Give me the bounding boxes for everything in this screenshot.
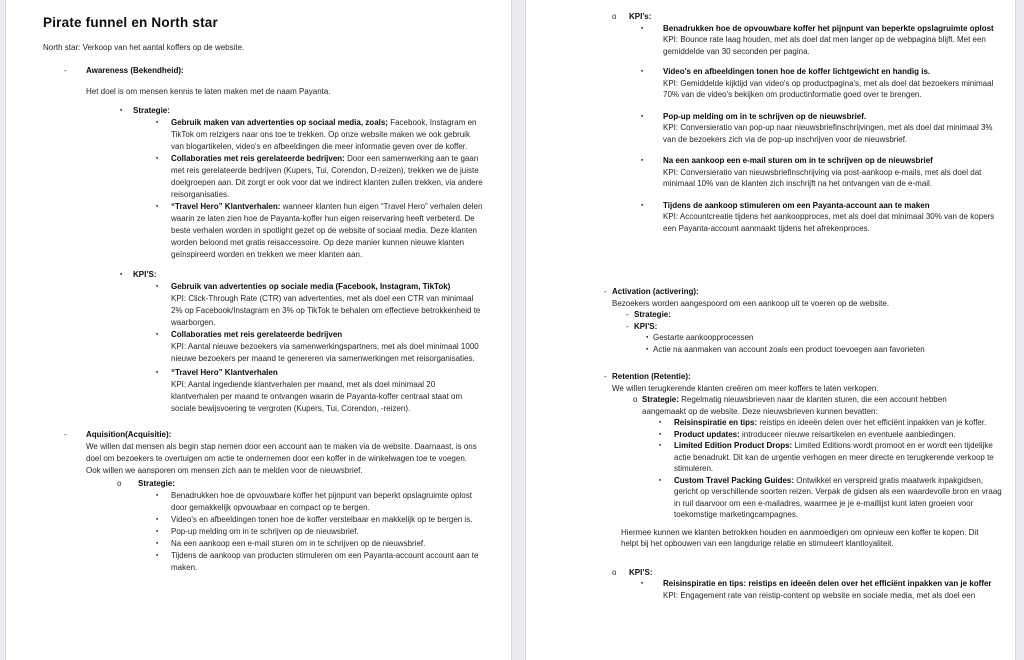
- text-run: Limited Edition Product Drops:: [674, 441, 793, 450]
- kpi-item: [526, 200, 1015, 235]
- text-run: Pop-up melding om in te schrijven op de nieuwsbrief.: [171, 527, 359, 536]
- bullet-marker: -: [604, 287, 607, 296]
- aquisition-strategie-heading: [6, 478, 511, 490]
- text-run: KPI: Accountcreatie tijdens het aankoopproces, met als doel dat minimaal 30% van de kopers een Payanta-account aanmaakt tijdens het afrekenproces.: [663, 212, 995, 233]
- kpi-item: [526, 578, 1015, 601]
- aquisition-kpis-heading: [526, 11, 1015, 23]
- bullet-marker: ▪: [641, 580, 644, 587]
- bullet-marker: ▪: [120, 107, 123, 114]
- activation-strategie-heading: [526, 309, 1015, 321]
- text-run: Video's en afbeeldingen tonen hoe de koffer lichtgewicht en handig is.: [663, 67, 931, 76]
- text-run: Video's en afbeeldingen tonen hoe de koffer verstelbaar en makkelijk op te bergen is.: [171, 515, 473, 524]
- list-item: [526, 332, 1015, 344]
- bullet-marker: ▪: [156, 283, 159, 290]
- bullet-marker: -: [64, 66, 67, 75]
- text-run: Hiermee kunnen we klanten betrokken houden en aanmoedigen om opnieuw een koffer te kopen. Dit helpt bij het opbouwen van een langdurige relatie en stimuleert klantloyaliteit.: [621, 527, 979, 548]
- north-star-line: [6, 42, 511, 54]
- section-aquisition-heading: [6, 429, 511, 477]
- bullet-marker: ▪: [641, 201, 644, 209]
- text-run: KPI'S:: [634, 321, 658, 331]
- bullet-marker: ▪: [646, 334, 649, 341]
- text-run: KPI: Conversieratio van pop-up naar nieuwsbriefinschrijvingen, met als doel dat minimaal 3% van de bezoekers zich via de pop-up inschrijven voor de nieuwsbrief.: [663, 123, 993, 144]
- text-run: KPI: Conversieratio van nieuwsbriefinschrijving via post-aankoop e-mails, met als doel dat minimaal 10% van de klanten zich inschrijft na het ontvangen van de e-mail.: [663, 167, 982, 188]
- section-retention-heading: [526, 371, 1015, 394]
- text-run: Bezoekers worden aangespoord om een aankoop uit te voeren op de website.: [612, 298, 890, 308]
- text-run: Strategie:: [634, 310, 671, 319]
- list-item: [526, 429, 1015, 441]
- list-item: [526, 475, 1015, 521]
- bullet-marker: ▪: [156, 119, 159, 126]
- bullet-marker: ▪: [156, 492, 159, 499]
- text-run: Collaboraties met reis gerelateerde bedrijven:: [171, 154, 345, 163]
- text-run: Pop-up melding om in te schrijven op de nieuwsbrief.: [663, 111, 867, 121]
- text-run: wanneer klanten hun eigen “Travel Hero” verhalen delen waarin ze laten zien hoe de Payanta-koffer hun eigen reiservaring heeft verbeterd. De beste verhalen worden in spotlight gezet op de website of sociaal media. Deze klanten worden beloond met gratis reisaccessoire. Op deze manier kunnen nieuwe klanten geïnspireerd worden en trekken we meer klanten aan.: [171, 202, 483, 259]
- bullet-marker: -: [64, 430, 67, 439]
- text-run: KPI: Click-Through Rate (CTR) van advertenties, met als doel een CTR van minimaal 2% op Facebook/Instagram en 3% op TikTok te behalen om effectieve betrokkenheid te waarborgen.: [171, 294, 481, 327]
- bullet-marker: ▪: [156, 155, 159, 162]
- kpi-item: [6, 329, 511, 365]
- bullet-marker: ▪: [156, 331, 159, 338]
- text-run: Gebruik maken van advertenties op sociaal media, zoals;: [171, 118, 388, 127]
- kpi-item: [526, 23, 1015, 58]
- bullet-marker: ▪: [156, 369, 159, 376]
- text-run: introduceer nieuwe reisartikelen en eventuele aanbiedingen.: [739, 429, 956, 439]
- bullet-marker: ▪: [659, 442, 662, 449]
- text-run: KPI: Aantal ingediende klantverhalen per maand, met als doel minimaal 20 klantverhalen per maand te ontvangen waarin de Payanta-koffer centraal staat om sociale bewijsvoering te vergroten (Kupers, Tui, Corendon, -reizen).: [171, 380, 463, 413]
- text-run: Retention (Retentie):: [612, 372, 691, 381]
- page-1: [5, 0, 512, 660]
- bullet-marker: -: [626, 321, 629, 331]
- list-item: [6, 526, 511, 538]
- bullet-marker: -: [604, 372, 607, 381]
- document-title: [6, 14, 511, 32]
- list-item: [6, 514, 511, 526]
- section-activation-heading: [526, 286, 1015, 309]
- retention-summary: [526, 527, 1015, 550]
- list-item: [526, 417, 1015, 429]
- text-run: Collaboraties met reis gerelateerde bedrijven: [171, 330, 343, 339]
- text-run: KPI: Bounce rate laag houden, met als doel dat men langer op de webpagina blijft. Met een gemiddelde van 30 seconden per pagina.: [663, 35, 986, 56]
- list-item: [6, 490, 511, 514]
- text-run: Regelmatig nieuwsbrieven naar de klanten sturen, die een account hebben aangemaakt op de website. Deze nieuwsbrieven kunnen bevatten:: [642, 395, 947, 416]
- text-run: Strategie:: [133, 106, 170, 115]
- text-run: Actie na aanmaken van account zoals een product toevoegen aan favorieten: [653, 344, 925, 354]
- bullet-marker: o: [117, 479, 122, 488]
- text-run: Door een samenwerking aan te gaan met reis gerelateerde bedrijven (Kupers, Tui, Corendon, D-reizen), trekken we de juiste doelgroepen aan. Dit zorgt er ook voor dat we indirect klanten zullen trekken, via andere reisorganisaties.: [171, 154, 483, 199]
- awareness-kpis-heading: [6, 269, 511, 281]
- awareness-strategie-heading: [6, 105, 511, 117]
- text-run: Ontwikkel en verspreid gratis maatwerk inpakgidsen, gericht op verschillende soorten reizen. Verpak de gidsen als een waardevolle bron en vraag in ruil daarvoor om een e-mailadres, waarmee je je e-maillijst kunt laten groeien voor toekomstige marketingcampagnes.: [674, 475, 1002, 519]
- text-run: Tijdens de aankoop stimuleren om een Payanta-account aan te maken: [663, 200, 930, 210]
- bullet-marker: o: [633, 395, 638, 404]
- text-run: KPI: Gemiddelde kijktijd van video's op productpagina's, met als doel dat bezoekers minimaal 70% van de video's bekijken om productinformatie goed over te brengen.: [663, 78, 994, 99]
- section-awareness-heading: [6, 65, 511, 77]
- retention-strategie-heading: [526, 394, 1015, 417]
- bullet-marker: ▪: [641, 24, 644, 32]
- activation-kpis-heading: [526, 321, 1015, 333]
- text-run: Benadrukken hoe de opvouwbare koffer het pijnpunt van beperkt opslagruimte oplost door gemakkelijk opvouwbaar en compact op te bergen.: [171, 491, 472, 512]
- retention-kpis-heading: [526, 567, 1015, 579]
- kpi-item: [526, 155, 1015, 190]
- text-run: Strategie:: [138, 479, 175, 488]
- text-run: Na een aankoop een e-mail sturen om in te schrijven op de nieuwsbrief: [663, 156, 933, 165]
- list-item: [526, 344, 1015, 356]
- kpi-item: [526, 111, 1015, 146]
- bullet-marker: ▪: [156, 552, 159, 559]
- bullet-marker: ▪: [156, 203, 159, 210]
- text-run: Activation (activering):: [612, 287, 699, 296]
- text-run: Custom Travel Packing Guides:: [674, 475, 795, 485]
- text-run: “Travel Hero” Klantverhalen:: [171, 202, 281, 211]
- bullet-marker: ▪: [156, 528, 159, 535]
- bullet-marker: o: [612, 12, 617, 21]
- kpi-item: [6, 281, 511, 329]
- bullet-marker: ▪: [156, 516, 159, 523]
- bullet-marker: -: [626, 310, 629, 319]
- text-run: Gestarte aankoopprocessen: [653, 333, 754, 342]
- list-item: [6, 550, 511, 574]
- bullet-marker: ▪: [641, 112, 644, 120]
- text-run: KPI’S:: [133, 270, 157, 279]
- text-run: Het doel is om mensen kennis te laten maken met de naam Payanta.: [86, 87, 331, 96]
- bullet-marker: ▪: [659, 476, 662, 484]
- bullet-marker: ▪: [641, 68, 644, 75]
- bullet-marker: o: [612, 567, 617, 577]
- text-run: Awareness (Bekendheid):: [86, 66, 184, 75]
- text-run: KPI: Aantal nieuwe bezoekers via samenwerkingspartners, met als doel minimaal 1000 nieuwe bezoekers per maand te genereren via samenwerkingen met reisorganisaties.: [171, 342, 479, 363]
- text-run: KPI’S:: [629, 567, 653, 577]
- bullet-marker: ▪: [659, 430, 662, 438]
- text-run: reistips en ideeën delen over het efficiënt inpakken van je koffer.: [757, 418, 987, 427]
- bullet-marker: ▪: [120, 271, 123, 278]
- text-run: Tijdens de aankoop van producten stimuleren om een Payanta-account account aan te maken.: [171, 551, 479, 572]
- text-run: KPI’s:: [629, 12, 652, 21]
- text-run: “Travel Hero” Klantverhalen: [171, 368, 278, 377]
- list-item: [526, 440, 1015, 475]
- list-item: [6, 201, 511, 261]
- page-1-content: [6, 14, 511, 574]
- text-run: Reisinspiratie en tips: reistips en ideeën delen over het efficiënt inpakken van je koffer: [663, 579, 992, 588]
- text-run: KPI: Engagement rate van reistip-content op website en sociale media, met als doel een: [663, 590, 976, 600]
- page-2: [525, 0, 1016, 660]
- list-item: [6, 117, 511, 153]
- text-run: Gebruik van advertenties op sociale media (Facebook, Instagram, TikTok): [171, 282, 451, 291]
- text-run: Pirate funnel en North star: [43, 15, 218, 30]
- bullet-marker: ▪: [156, 540, 159, 547]
- kpi-item: [6, 367, 511, 415]
- text-run: Limited Editions wordt promoot en er wordt een tijdelijke actie benadrukt. Dit kan de urgentie verhogen en meer directe en terugkerende verkoop te stimuleren.: [674, 441, 994, 473]
- bullet-marker: ▪: [646, 345, 649, 353]
- text-run: Product updates:: [674, 429, 740, 439]
- awareness-goal: [6, 86, 511, 98]
- text-run: Strategie:: [642, 395, 679, 404]
- list-item: [6, 538, 511, 550]
- kpi-item: [526, 66, 1015, 101]
- page-2-content: [526, 11, 1015, 601]
- text-run: Na een aankoop een e-mail sturen om in te schrijven op de nieuwsbrief.: [171, 539, 426, 548]
- text-run: We willen terugkerende klanten creëren om meer koffers te laten verkopen.: [612, 383, 879, 393]
- text-run: We willen dat mensen als begin stap nemen door een account aan te maken via de website. Daarnaast, is ons doel om bezoekers te overtuigen om actie te ondernemen door een koffer in de winkelwagen toe te voegen. Ook willen we aansporen om mensen zich aan te melden voor de nieuwsbrief.: [86, 442, 477, 475]
- text-run: Facebook, Instagram en TikTok om reizigers naar ons toe te trekken. Op onze website maken we ook gebruik van blogartikelen, video's en afbeeldingen die meer informatie geven over de koffer.: [171, 118, 477, 151]
- bullet-marker: ▪: [641, 157, 644, 164]
- text-run: Reisinspiratie en tips:: [674, 418, 758, 427]
- text-run: Aquisition(Acquisitie):: [86, 430, 172, 439]
- list-item: [6, 153, 511, 201]
- bullet-marker: ▪: [659, 419, 662, 426]
- text-run: Benadrukken hoe de opvouwbare koffer het pijnpunt van beperkte opslagruimte oplost: [663, 23, 994, 33]
- text-run: North star: Verkoop van het aantal koffers op de website.: [43, 43, 245, 52]
